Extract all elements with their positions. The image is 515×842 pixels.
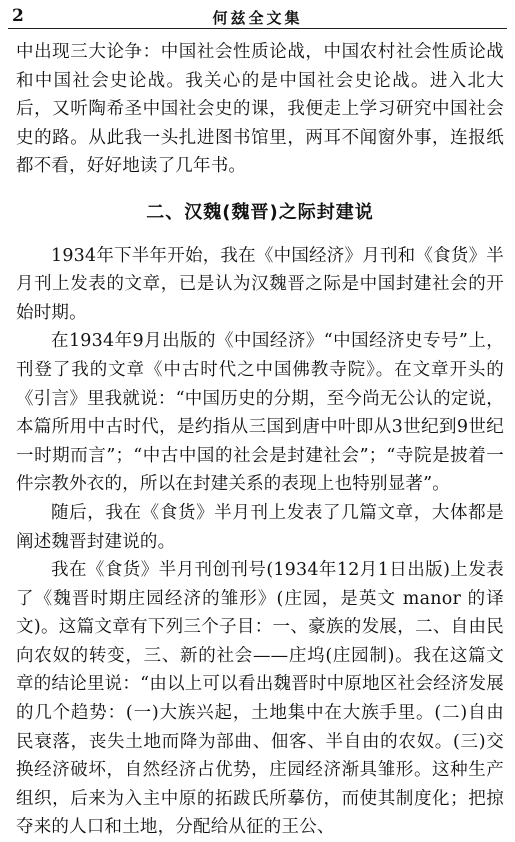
body-text [16, 38, 504, 842]
paragraph: 1934年下半年开始，我在《中国经济》月刊和《食货》半月刊上发表的文章，已是认为汉魏晋之际是中国封建社会的开始时期。 [16, 245, 504, 323]
paragraph-continued: 中出现三大论争：中国社会性质论战，中国农村社会性质论战和中国社会史论战。我关心的是中国社会史论战。进入北大后，又听陶希圣中国社会史的课，我便走上学习研究中国社会史的路。从此我一头扎进图书馆里，两耳不闻窗外事，连报纸都不看，好好地读了几年书。 [16, 42, 504, 177]
running-header [8, 6, 507, 26]
header-rule [8, 28, 507, 29]
book-title: 何兹全文集 [212, 9, 303, 27]
paragraph: 在1934年9月出版的《中国经济》“中国经济史专号”上，刊登了我的文章《中古时代之中国佛教寺院》。在文章开头的《引言》里我就说：“中国历史的分期，至今尚无公认的定说，本篇所用中古时代，是约指从三国到唐中叶即从3世纪到9世纪一时期而言”；“中古中国的社会是封建社会”；“寺院是披着一件宗教外衣的，所以在封建关系的表现上也特别显著”。 [16, 331, 504, 495]
paragraph: 随后，我在《食货》半月刊上发表了几篇文章，大体都是阐述魏晋封建说的。 [16, 502, 504, 552]
page-number: 2 [12, 6, 24, 26]
section-heading: 二、汉魏(魏晋)之际封建说 [146, 201, 374, 223]
paragraph: 我在《食货》半月刊创刊号(1934年12月1日出版)上发表了《魏晋时期庄园经济的雏形》(庄园，是英文 manor 的译文)。这篇文章有下列三个子目：一、豪族的发展，二、自由民向农奴的转变，三、新的社会——庄坞(庄园制)。我在这篇文章的结论里说：“由以上可以看出魏晋时中原地区社会经济发展的几个趋势：(一)大族兴起，土地集中在大族手里。(二)自由民衰落，丧失土地而降为部曲、佃客、半自由的农奴。(三)交换经济破坏，自然经济占优势，庄园经济渐具雏形。这种生产组织，后来为入主中原的拓跋氏所摹仿，而使其制度化；把掠夺来的人口和土地，分配给从征的王公、 [16, 560, 504, 838]
